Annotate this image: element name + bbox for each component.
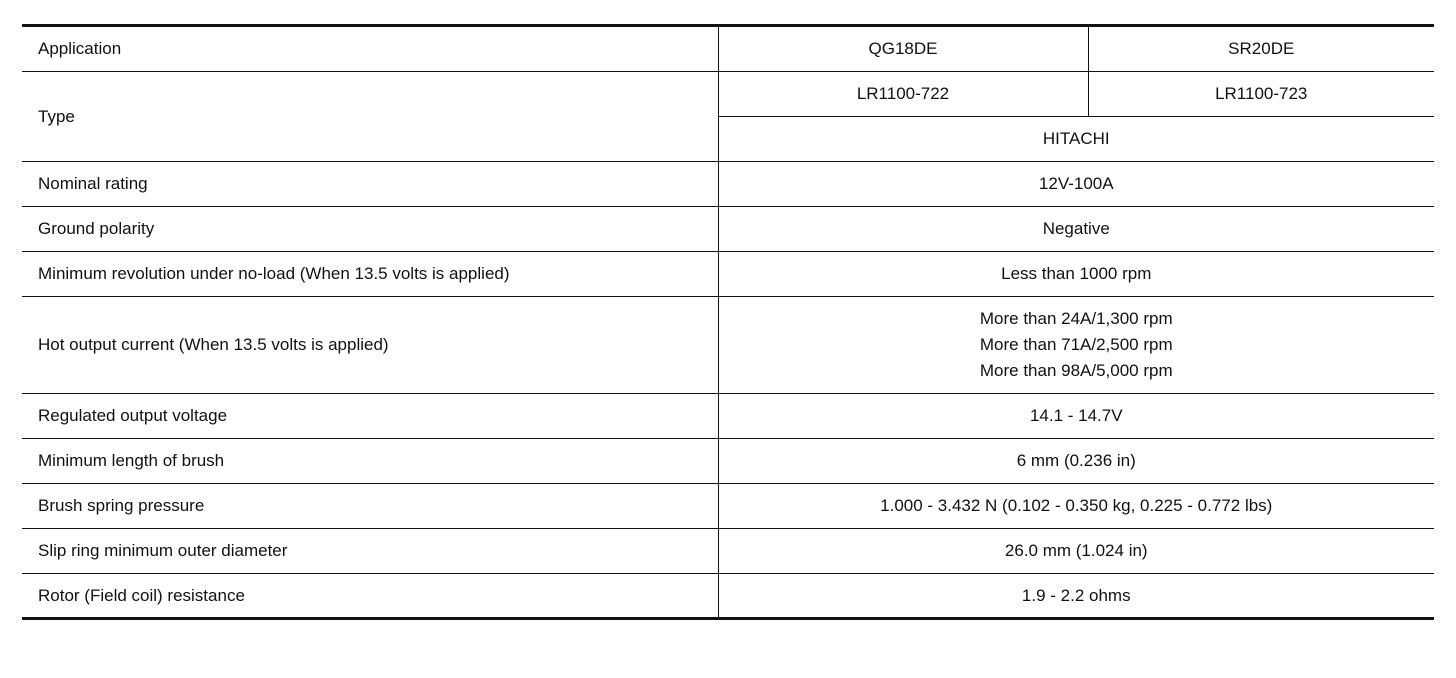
table-row [22, 207, 1434, 252]
table-row [22, 72, 1434, 117]
row-value [718, 297, 1434, 394]
table-row [22, 297, 1434, 394]
qg18de-type-value: LR1100-722 [718, 72, 1088, 117]
row-value: 12V-100A [718, 162, 1434, 207]
row-label: Ground polarity [22, 207, 718, 252]
table-row [22, 252, 1434, 297]
value-line: More than 24A/1,300 rpm [979, 309, 1173, 328]
value-line: More than 71A/2,500 rpm [979, 335, 1173, 354]
maker-value: HITACHI [718, 117, 1434, 162]
qg18de-header: QG18DE [718, 26, 1088, 72]
table-row [22, 394, 1434, 439]
table-header-row [22, 26, 1434, 72]
row-label: Minimum revolution under no-load (When 13.5 volts is applied) [22, 252, 718, 297]
row-label: Regulated output voltage [22, 394, 718, 439]
row-label: Hot output current (When 13.5 volts is applied) [22, 297, 718, 394]
row-label: Brush spring pressure [22, 484, 718, 529]
table-row [22, 439, 1434, 484]
row-label: Rotor (Field coil) resistance [22, 574, 718, 619]
table-row [22, 529, 1434, 574]
value-line: More than 98A/5,000 rpm [979, 361, 1173, 380]
sr20de-header: SR20DE [1088, 26, 1434, 72]
row-value: 1.000 - 3.432 N (0.102 - 0.350 kg, 0.225 - 0.772 lbs) [718, 484, 1434, 529]
row-value: Negative [718, 207, 1434, 252]
row-label: Minimum length of brush [22, 439, 718, 484]
row-value: 26.0 mm (1.024 in) [718, 529, 1434, 574]
application-header: Application [22, 26, 718, 72]
type-label: Type [22, 72, 718, 162]
sr20de-type-value: LR1100-723 [1088, 72, 1434, 117]
table-row [22, 484, 1434, 529]
row-label: Slip ring minimum outer diameter [22, 529, 718, 574]
row-value: 6 mm (0.236 in) [718, 439, 1434, 484]
row-label: Nominal rating [22, 162, 718, 207]
row-value: 1.9 - 2.2 ohms [718, 574, 1434, 619]
table-row [22, 574, 1434, 619]
table-row [22, 162, 1434, 207]
row-value: Less than 1000 rpm [718, 252, 1434, 297]
row-value: 14.1 - 14.7V [718, 394, 1434, 439]
alternator-spec-table [22, 24, 1434, 620]
